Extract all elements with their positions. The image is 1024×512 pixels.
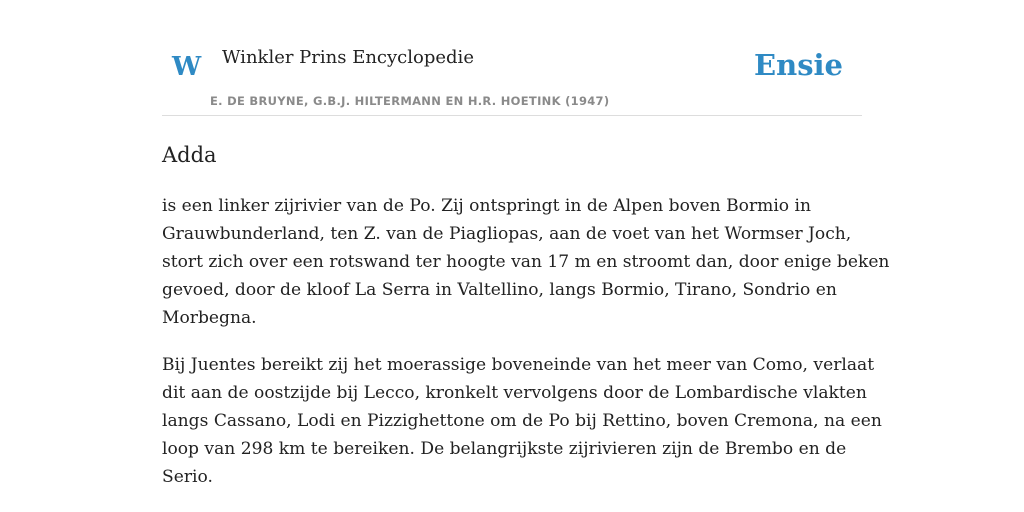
entry-body bbox=[162, 192, 890, 510]
source-authors: E. DE BRUYNE, G.B.J. HILTERMANN EN H.R. HOETINK (1947) bbox=[210, 94, 610, 108]
entry-title: Adda bbox=[162, 143, 217, 167]
source-title-link[interactable]: Winkler Prins Encyclopedie bbox=[222, 47, 474, 68]
ensie-logo[interactable]: Ensie bbox=[754, 48, 843, 82]
paragraph-2 bbox=[162, 351, 882, 491]
header bbox=[162, 0, 862, 116]
text-line: Morbegna. bbox=[162, 308, 257, 328]
paragraph-1 bbox=[162, 192, 890, 332]
text-line: Serio. bbox=[162, 467, 213, 487]
page bbox=[162, 0, 890, 487]
text-line: stort zich over een rotswand ter hoogte van 17 m en stroomt dan, door enige beken bbox=[162, 252, 890, 272]
text-line: Bij Juentes bereikt zij het moerassige boveneinde van het meer van Como, verlaat bbox=[162, 355, 875, 375]
winkler-prins-logo[interactable]: W bbox=[172, 52, 202, 82]
text-line: is een linker zijrivier van de Po. Zij ontspringt in de Alpen boven Bormio in bbox=[162, 196, 811, 216]
text-line: dit aan de oostzijde bij Lecco, kronkelt vervolgens door de Lombardische vlakten bbox=[162, 383, 867, 403]
text-line: langs Cassano, Lodi en Pizzighettone om de Po bij Rettino, boven Cremona, na een bbox=[162, 411, 882, 431]
text-line: Grauwbunderland, ten Z. van de Piagliopas, aan de voet van het Wormser Joch, bbox=[162, 224, 852, 244]
text-line: gevoed, door de kloof La Serra in Valtellino, langs Bormio, Tirano, Sondrio en bbox=[162, 280, 837, 300]
text-line: loop van 298 km te bereiken. De belangrijkste zijrivieren zijn de Brembo en de bbox=[162, 439, 847, 459]
